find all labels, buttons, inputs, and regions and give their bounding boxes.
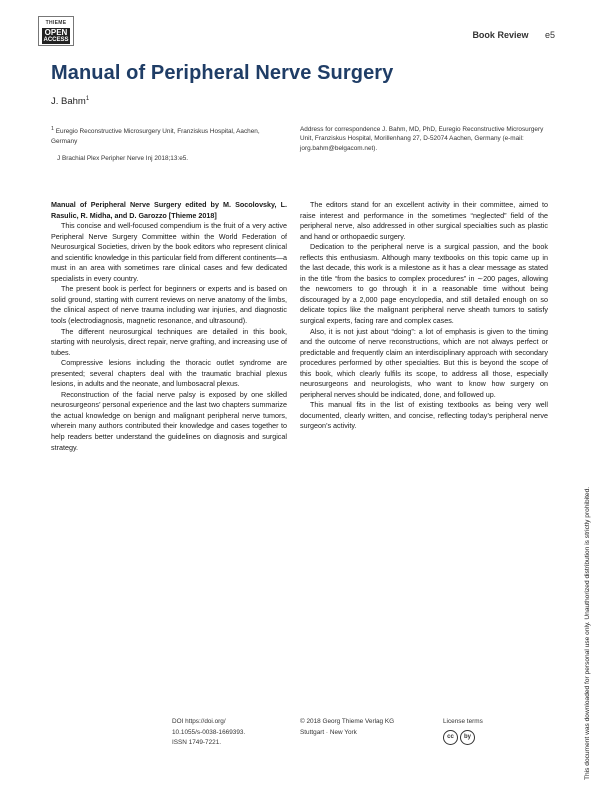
doi-text: DOI https://doi.org/ 10.1055/s-0038-1669393. ISSN 1749-7221. (172, 718, 246, 746)
paragraph: Dedication to the peripheral nerve is a surgical passion, and the book reflects this enthusiasm. Although many textbooks on this topic came up in the last decade, this work is a milestone as it has a clear message as stated in the title “from the basics to complex procedures” in ∼200 pages, allowing the newcomers to go through it in a reasonable time without being discouraged by a 2,000 page encyclopedia, and still detailed enough on so delicate topics like the malignant peripheral nerve sheath tumors to satisfy surgical experts, facing rare and complex cases. (300, 242, 548, 326)
thieme-open-access-logo (38, 16, 74, 46)
paragraph: The present book is perfect for beginners or experts and is based on solid ground, starting with current reviews on nerve anatomy of the limbs, the clinical aspect of nerve trauma including war injuries, and diagnostic tools (electrodiagnosis, magnetic resonance, and ultrasound). (51, 284, 287, 326)
article-title: Manual of Peripheral Nerve Surgery (51, 62, 394, 84)
left-column (51, 200, 287, 453)
running-header (472, 30, 555, 40)
book-citation: Manual of Peripheral Nerve Surgery edited by M. Socolovsky, L. Rasulic, R. Midha, and D. Garozzo [Thieme 2018] (51, 200, 287, 220)
logo-line-1: THIEME (45, 20, 67, 26)
paragraph: Also, it is not just about “doing”: a lot of emphasis is given to the timing and the outcome of nerve reconstructions, which are not always perfect or predictable and frequently claim an interdisciplinary approach with secondary procedures performed by other specialties. But this is beyond the scope of this book, which clearly fulfils its scope, to address all those, especially neurosurgeons and neurologists, who want to know how surgery on peripheral nerves should be indicated, done, and followed up. (300, 326, 548, 399)
logo-line-3: ACCESS (43, 37, 69, 43)
footer-license (443, 717, 483, 745)
affiliation-text: Euregio Reconstructive Microsurgery Unit, Franziskus Hospital, Aachen, Germany (51, 128, 260, 145)
paragraph: Reconstruction of the facial nerve palsy is exposed by one skilled neurosurgeons’ personal experience and the last two chapters summarize the actual knowledge on benign and malignant peripheral nerve tumors, wherein many authors contributed their knowledge and cases together to help readers better understand the guidelines on diagnosis and surgical strategy. (51, 389, 287, 452)
affiliation (51, 125, 271, 146)
license-terms-link[interactable]: License terms (443, 718, 483, 725)
author-line (51, 96, 89, 107)
correspondence-address: Address for correspondence J. Bahm, MD, PhD, Euregio Reconstructive Microsurgery Unit, Franziskus Hospital, Morillenhang 27, D-52074 Aachen, Germany (e-mail: jorg.bahm@belgacom.net). (300, 126, 544, 152)
copyright-text: © 2018 Georg Thieme Verlag KG Stuttgart · New York (300, 718, 395, 736)
paragraph: This concise and well-focused compendium is the fruit of a very active Peripheral Nerve Surgery Committee within the World Federation of Neurosurgical Societies, driven by the book editors who represent clinical and scientific knowledge in this particular field from different continents—a must in an area with sometimes rare clinical cases and few dedicated specialists in every country. (51, 221, 287, 283)
paragraph: This manual fits in the list of existing textbooks as being very well documented, clearly written, and concise, reflecting today’s peripheral nerve surgeon’s activity. (300, 400, 548, 431)
footer-doi (172, 717, 245, 749)
logo-line-2: OPEN (42, 28, 70, 37)
paragraph: The different neurosurgical techniques are detailed in this book, starting with neurolysis, direct repair, nerve grafting, and increasing use of tubes. (51, 326, 287, 357)
page-number: e5 (544, 30, 555, 40)
paragraph: The editors stand for an excellent activity in their committee, aimed to raise interest and performance in the sometimes “neglected” field of the peripheral nerve, also addressed in other surgical specialties such as plastic and hand or orthopaedic surgery. (300, 200, 548, 241)
footer-copyright (300, 717, 394, 738)
author-name: J. Bahm (51, 96, 86, 108)
download-notice: This document was downloaded for personal use only. Unauthorized distribution is strictly prohibited. (584, 486, 591, 780)
journal-reference: J Brachial Plex Peripher Nerve Inj 2018;13:e5. (57, 155, 189, 162)
section-label: Book Review (472, 30, 529, 40)
cc-license-icons (443, 730, 483, 745)
affiliation-sup: 1 (51, 126, 54, 132)
cc-icon: cc (443, 730, 458, 745)
right-column (300, 200, 548, 432)
paragraph: Compressive lesions including the thoracic outlet syndrome are presented; several chapters deal with the traumatic brachial plexus lesions, in adults and the neonate, and lumbosacral plexus. (51, 358, 287, 389)
author-sup: 1 (85, 96, 90, 102)
by-attribution-icon: by (460, 730, 475, 745)
